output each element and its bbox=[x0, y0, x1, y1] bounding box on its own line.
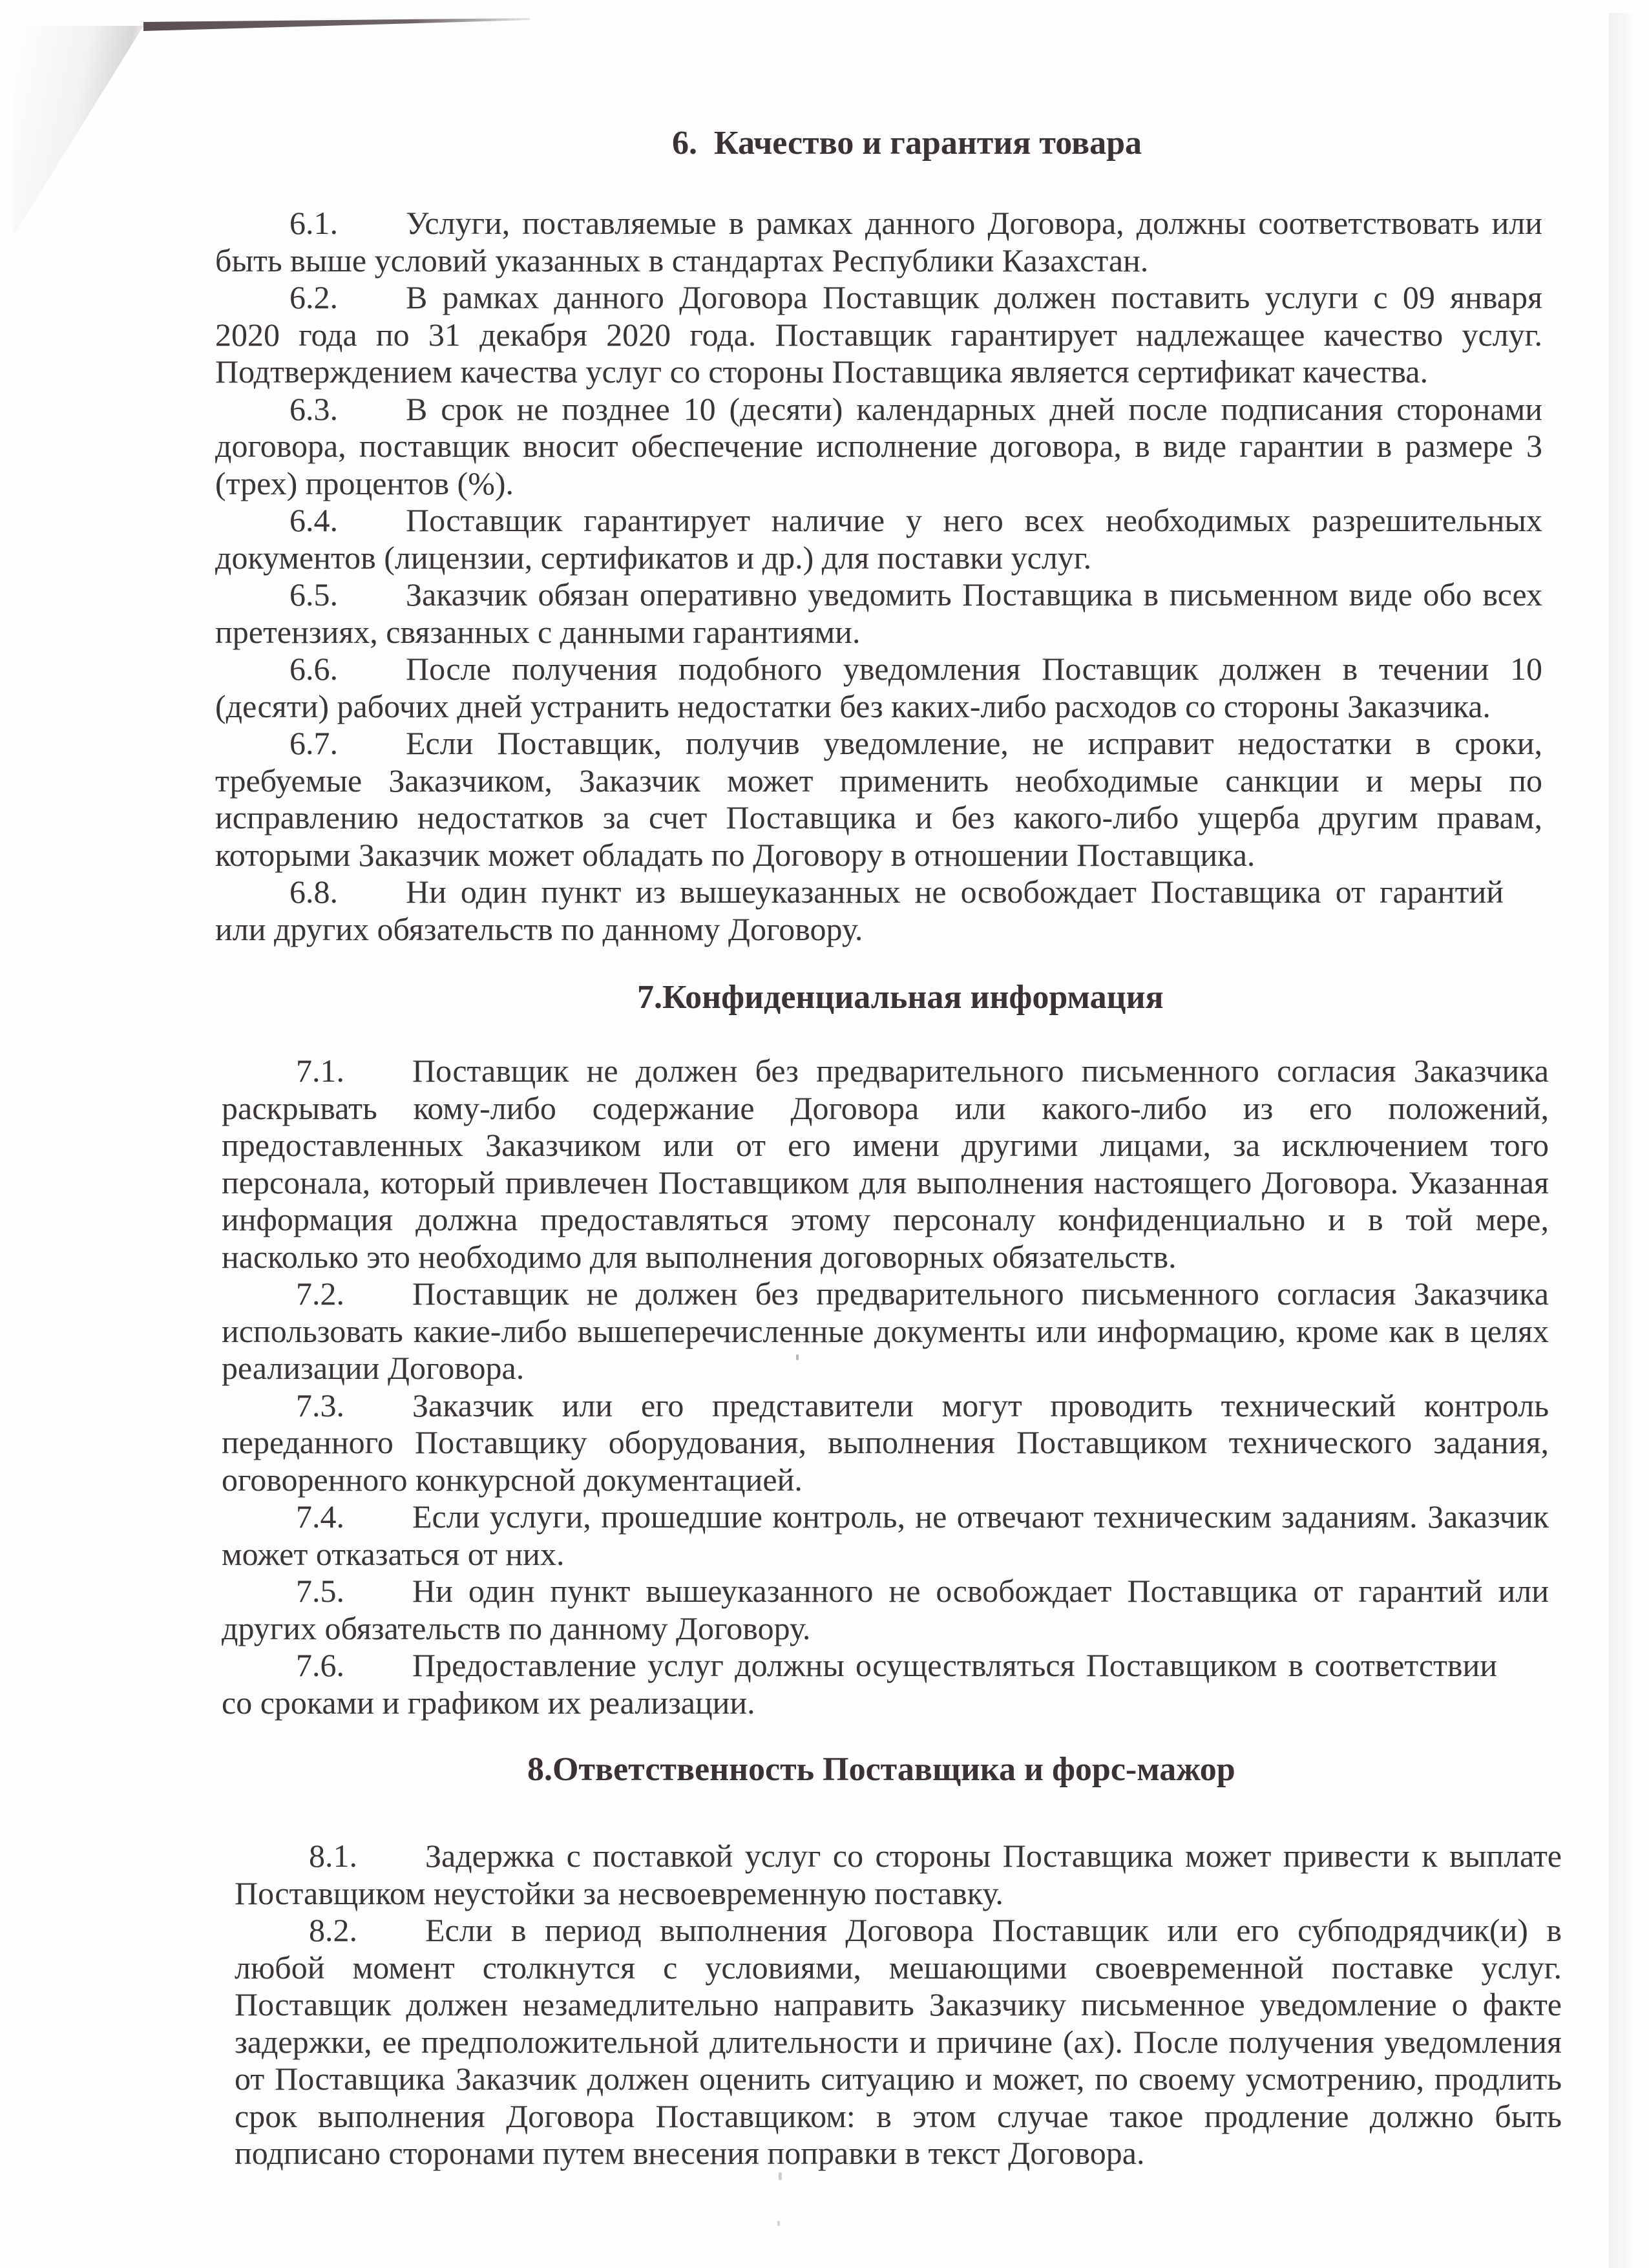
clause-number: 7.1. bbox=[296, 1053, 344, 1089]
section-7-heading: 7.Конфиденциальная информация bbox=[637, 979, 1164, 1016]
clause-6-2 bbox=[215, 279, 1542, 391]
clause-6-4 bbox=[215, 502, 1542, 576]
clause-number: 6.1. bbox=[289, 205, 338, 241]
clause-text: Поставщик не должен без предварительного письменного согласия Заказчика раскрывать кому-либо содержание Договора или какого-либо из его положений, предоставленных Заказчиком или от его имени другими лицами, за исключением того персонала, который привлечен Поставщиком для выполнения настоящего Договора. Указанная информация должна предоставляться этому персоналу конфиденциально и в той мере, насколько это необходимо для выполнения договорных обязательств. bbox=[222, 1053, 1549, 1275]
clause-text: Услуги, поставляемые в рамках данного Договора, должны соответствовать или быть выше условий указанных в стандартах Республики Казахстан. bbox=[215, 205, 1542, 278]
clause-text: Ни один пункт из вышеуказанных не освобождает Поставщика от гарантий или других обязательств по данному Договору. bbox=[215, 874, 1504, 947]
clause-text: Поставщик не должен без предварительного письменного согласия Заказчика использовать какие-либо вышеперечисленные документы или информацию, кроме как в целях реализации Договора. bbox=[222, 1276, 1549, 1386]
clause-number: 6.8. bbox=[289, 874, 338, 910]
clause-text: В рамках данного Договора Поставщик должен поставить услуги с 09 января 2020 года по 31 декабря 2020 года. Поставщик гарантирует надлежащее качество услуг. Подтверждением качества услуг со стороны Поставщика является сертификат качества. bbox=[215, 279, 1542, 390]
clause-6-5 bbox=[215, 576, 1542, 651]
clause-7-4 bbox=[222, 1498, 1549, 1573]
clause-6-3 bbox=[215, 391, 1542, 503]
clause-7-3 bbox=[222, 1387, 1549, 1499]
clause-number: 6.6. bbox=[289, 651, 338, 687]
fold-gradient bbox=[13, 26, 143, 233]
section-8-heading: 8.Ответственность Поставщика и форс-мажор bbox=[527, 1751, 1235, 1788]
clause-number: 7.3. bbox=[296, 1387, 344, 1423]
scan-speck bbox=[777, 2221, 780, 2226]
clause-text: Поставщик гарантирует наличие у него всех необходимых разрешительных документов (лицензии, сертификатов и др.) для поставки услуг. bbox=[215, 502, 1542, 576]
clause-number: 6.3. bbox=[289, 390, 338, 427]
clause-number: 6.5. bbox=[289, 576, 338, 613]
clause-text: В срок не позднее 10 (десяти) календарных дней после подписания сторонами договора, поставщик вносит обеспечение исполнение договора, в виде гарантии в размере 3 (трех) процентов (%). bbox=[215, 390, 1542, 501]
scan-right-edge bbox=[1609, 13, 1636, 2268]
top-edge-shadow bbox=[143, 18, 530, 31]
scan-speck bbox=[796, 1354, 799, 1360]
clause-6-1 bbox=[215, 205, 1542, 279]
clause-number: 7.6. bbox=[296, 1647, 344, 1683]
section-7-body bbox=[222, 1053, 1549, 1721]
section-8-body bbox=[235, 1838, 1562, 2172]
clause-text: После получения подобного уведомления Поставщик должен в течении 10 (десяти) рабочих дней устранить недостатки без каких-либо расходов со стороны Заказчика. bbox=[215, 651, 1542, 724]
clause-6-7 bbox=[215, 725, 1542, 874]
clause-text: Предоставление услуг должны осуществляться Поставщиком в соответствии со сроками и графиком их реализации. bbox=[222, 1647, 1497, 1721]
clause-text: Задержка с поставкой услуг со стороны Поставщика может привести к выплате Поставщиком неустойки за несвоевременную поставку. bbox=[235, 1838, 1562, 1911]
clause-number: 7.2. bbox=[296, 1276, 344, 1312]
clause-7-2 bbox=[222, 1276, 1549, 1387]
clause-number: 6.4. bbox=[289, 502, 338, 538]
clause-number: 8.1. bbox=[309, 1838, 357, 1874]
clause-number: 8.2. bbox=[309, 1912, 357, 1948]
section-6-body bbox=[215, 205, 1542, 948]
clause-number: 6.7. bbox=[289, 725, 338, 761]
clause-text: Если услуги, прошедшие контроль, не отвечают техническим заданиям. Заказчик может отказаться от них. bbox=[222, 1498, 1549, 1572]
clause-number: 6.2. bbox=[289, 279, 338, 315]
clause-7-5 bbox=[222, 1573, 1549, 1647]
clause-7-1 bbox=[222, 1053, 1549, 1276]
scan-speck bbox=[779, 2172, 782, 2180]
clause-6-8 bbox=[215, 874, 1542, 948]
clause-7-6 bbox=[222, 1647, 1549, 1721]
clause-text: Заказчик или его представители могут проводить технический контроль переданного Поставщику оборудования, выполнения Поставщиком технического задания, оговоренного конкурсной документацией. bbox=[222, 1387, 1549, 1498]
clause-text: Ни один пункт вышеуказанного не освобождает Поставщика от гарантий или других обязательств по данному Договору. bbox=[222, 1573, 1549, 1646]
clause-text: Если Поставщик, получив уведомление, не исправит недостатки в сроки, требуемые Заказчиком, Заказчик может применить необходимые санкции и меры по исправлению недостатков за счет Поставщика и без какого-либо ущерба другим правам, которыми Заказчик может обладать по Договору в отношении Поставщика. bbox=[215, 725, 1542, 873]
section-6-heading: 6. Качество и гарантия товара bbox=[672, 125, 1142, 162]
clause-6-6 bbox=[215, 651, 1542, 725]
clause-text: Заказчик обязан оперативно уведомить Поставщика в письменном виде обо всех претензиях, связанных с данными гарантиями. bbox=[215, 576, 1542, 650]
clause-number: 7.4. bbox=[296, 1498, 344, 1535]
clause-number: 7.5. bbox=[296, 1573, 344, 1609]
clause-8-1 bbox=[235, 1838, 1562, 1912]
clause-8-2 bbox=[235, 1912, 1562, 2172]
clause-text: Если в период выполнения Договора Поставщик или его субподрядчик(и) в любой момент столкнутся с условиями, мешающими своевременной поставке услуг. Поставщик должен незамедлительно направить Заказчику письменное уведомление о факте задержки, ее предположительной длительности и причине (ах). После получения уведомления от Поставщика Заказчик должен оценить ситуацию и может, по своему усмотрению, продлить срок выполнения Договора Поставщиком: в этом случае такое продление должно быть подписано сторонами путем внесения поправки в текст Договора. bbox=[235, 1912, 1562, 2171]
